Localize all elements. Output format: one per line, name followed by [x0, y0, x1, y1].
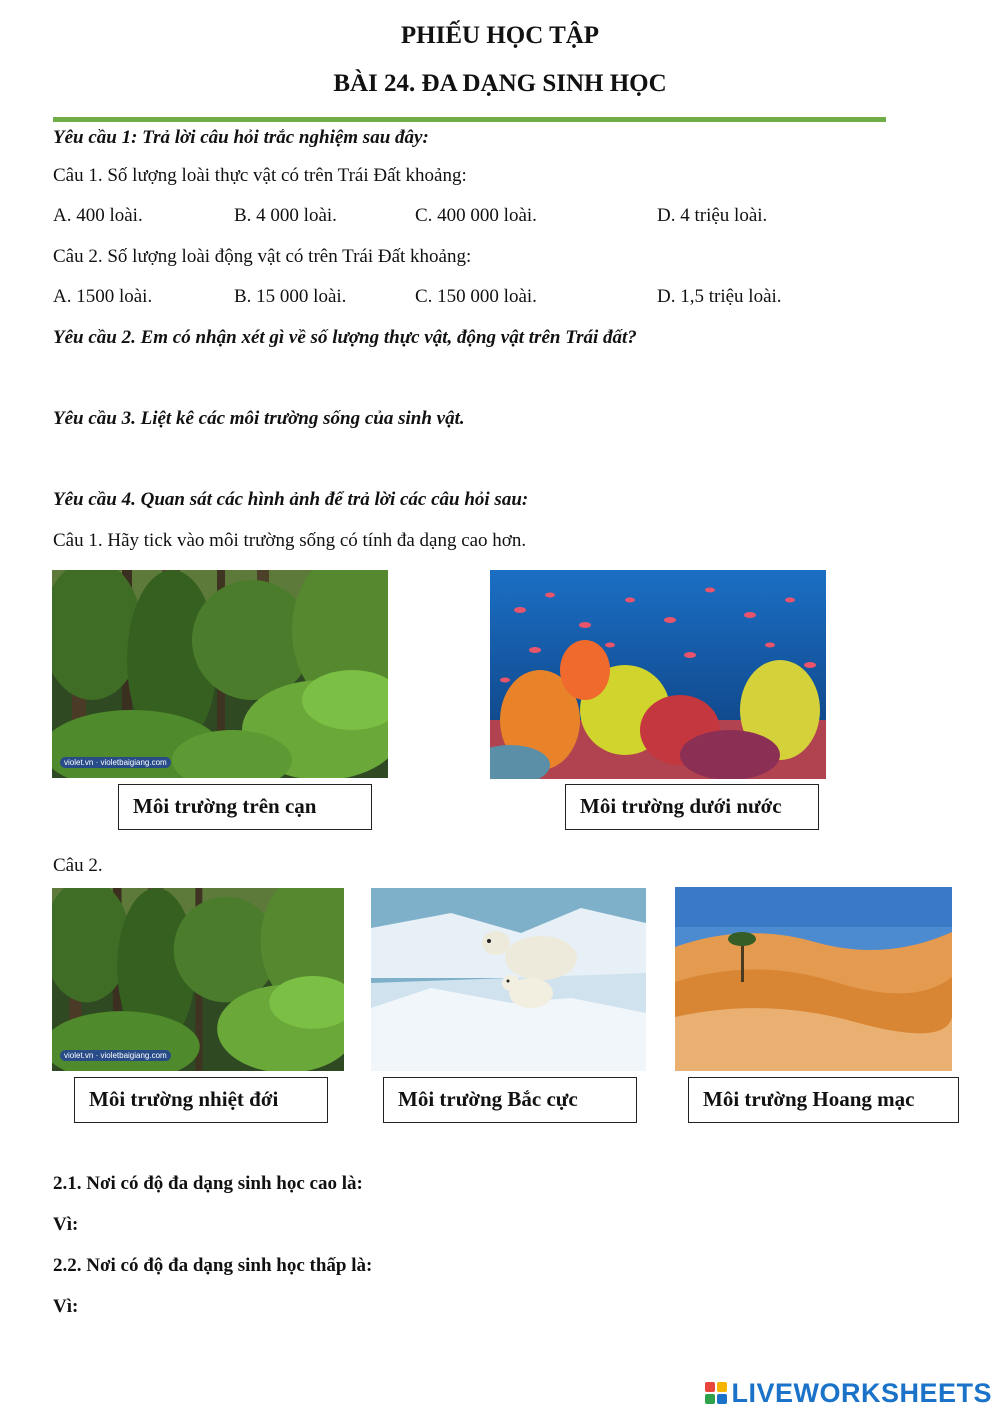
photo-watermark-2: violet.vn · violetbaigiang.com	[60, 1050, 171, 1061]
question-1-text: Câu 1. Số lượng loài thực vật có trên Trái Đất khoảng:	[53, 165, 467, 186]
liveworksheets-logo-icon	[705, 1382, 727, 1404]
coral-reef-photo	[490, 570, 826, 779]
answer-2-1-prompt: 2.1. Nơi có độ đa dạng sinh học cao là:	[53, 1173, 363, 1194]
q1-option-b[interactable]: B. 4 000 loài.	[234, 205, 337, 226]
q2-option-b[interactable]: B. 15 000 loài.	[234, 286, 347, 307]
q1-option-c[interactable]: C. 400 000 loài.	[415, 205, 537, 226]
label-desert-environment[interactable]: Môi trường Hoang mạc	[688, 1077, 959, 1123]
requirement-4-heading: Yêu cầu 4. Quan sát các hình ảnh để trả lời các câu hỏi sau:	[53, 489, 529, 510]
label-land-environment[interactable]: Môi trường trên cạn	[118, 784, 372, 830]
desert-photo	[675, 887, 952, 1071]
q2-option-a[interactable]: A. 1500 loài.	[53, 286, 153, 307]
answer-2-2-reason-label: Vì:	[53, 1296, 79, 1317]
requirement-1-heading: Yêu cầu 1: Trả lời câu hỏi trắc nghiệm sau đây:	[53, 127, 429, 148]
requirement-3-heading: Yêu cầu 3. Liệt kê các môi trường sống của sinh vật.	[53, 408, 465, 429]
label-water-environment[interactable]: Môi trường dưới nước	[565, 784, 819, 830]
worksheet-title: PHIẾU HỌC TẬP	[400, 22, 600, 49]
requirement-2-heading: Yêu cầu 2. Em có nhận xét gì về số lượng thực vật, động vật trên Trái đất?	[53, 327, 637, 348]
q2-option-c[interactable]: C. 150 000 loài.	[415, 286, 537, 307]
q2-option-d[interactable]: D. 1,5 triệu loài.	[657, 286, 782, 307]
logo-text: LIVEWORKSHEETS	[731, 1377, 992, 1408]
answer-2-2-prompt: 2.2. Nơi có độ đa dạng sinh học thấp là:	[53, 1255, 373, 1276]
q1-option-a[interactable]: A. 400 loài.	[53, 205, 143, 226]
question-2-text: Câu 2. Số lượng loài động vật có trên Trái Đất khoảng:	[53, 246, 472, 267]
tropical-forest-photo	[52, 888, 344, 1071]
req4-question-1-text: Câu 1. Hãy tick vào môi trường sống có tính đa dạng cao hơn.	[53, 530, 527, 551]
photo-watermark: violet.vn · violetbaigiang.com	[60, 757, 171, 768]
header-divider	[53, 117, 886, 122]
forest-photo	[52, 570, 388, 778]
label-arctic-environment[interactable]: Môi trường Bắc cực	[383, 1077, 637, 1123]
polar-bear-photo	[371, 888, 646, 1071]
q1-option-d[interactable]: D. 4 triệu loài.	[657, 205, 768, 226]
req4-question-2-text: Câu 2.	[53, 855, 103, 876]
liveworksheets-logo[interactable]	[705, 1376, 992, 1410]
answer-2-1-reason-label: Vì:	[53, 1214, 79, 1235]
label-tropical-environment[interactable]: Môi trường nhiệt đới	[74, 1077, 328, 1123]
lesson-title: BÀI 24. ĐA DẠNG SINH HỌC	[333, 70, 667, 97]
